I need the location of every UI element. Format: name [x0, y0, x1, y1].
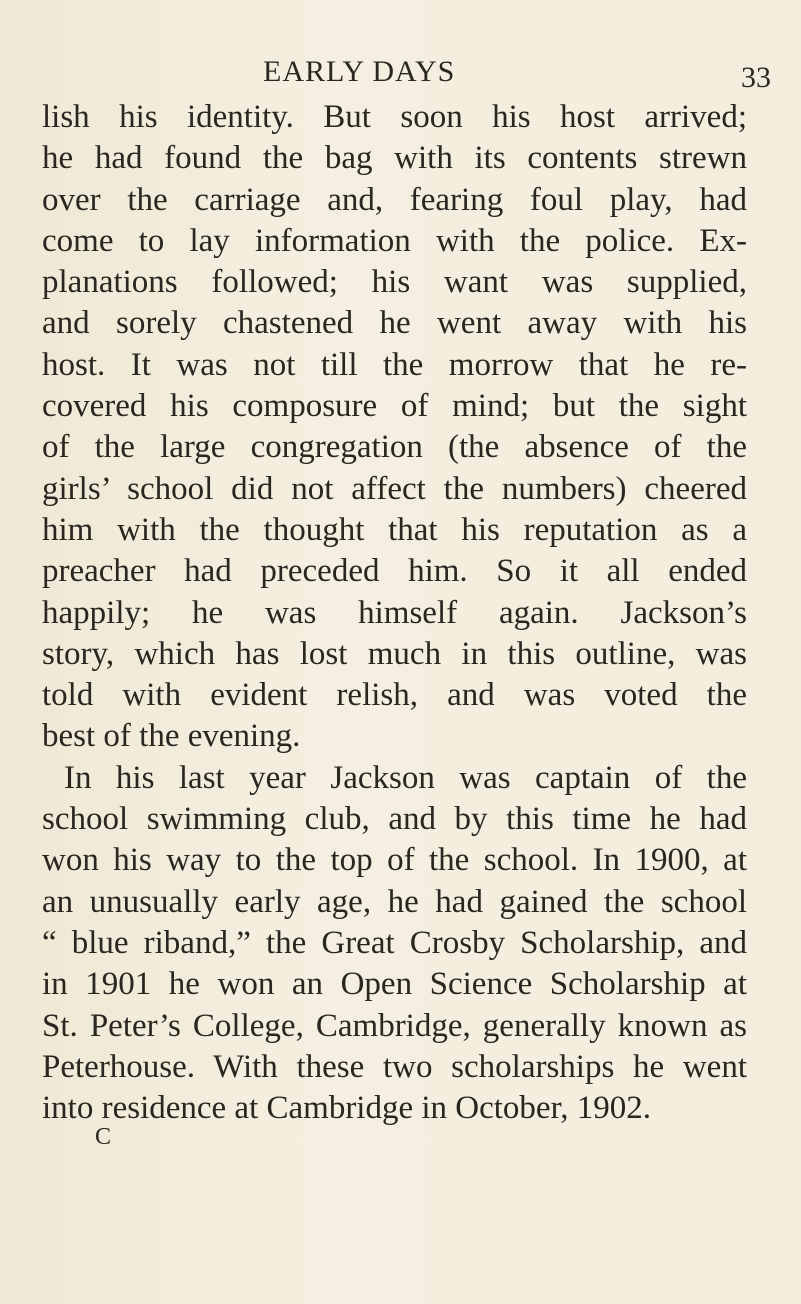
text-line: “ blue riband,” the Great Crosby Scholarship, and — [42, 924, 747, 961]
text-line: him with the thought that his reputation as a — [42, 511, 747, 548]
text-line: come to lay information with the police. Ex- — [42, 222, 747, 259]
text-line: covered his composure of mind; but the sight — [42, 388, 747, 425]
text-line: preacher had preceded him. So it all ended — [42, 553, 747, 590]
text-line: St. Peter’s College, Cambridge, generally known as — [42, 1007, 747, 1044]
running-head — [0, 52, 801, 92]
text-line: school swimming club, and by this time he had — [42, 801, 747, 838]
text-line: an unusually early age, he had gained the school — [42, 883, 747, 920]
text-line: planations followed; his want was supplied, — [42, 264, 747, 301]
page-number: 33 — [741, 61, 771, 94]
text-line: story, which has lost much in this outline, was — [42, 635, 747, 672]
text-line: he had found the bag with its contents strewn — [42, 140, 747, 177]
text-line: lish his identity. But soon his host arrived; — [42, 99, 747, 135]
body-text — [42, 97, 747, 1129]
text-line: host. It was not till the morrow that he re- — [42, 346, 747, 383]
paragraph-start-line: In his last year Jackson was captain of the — [64, 759, 747, 796]
text-line: happily; he was himself again. Jackson’s — [42, 594, 747, 631]
paragraph-end-line: into residence at Cambridge in October, 1902. — [42, 1090, 652, 1127]
text-line: over the carriage and, fearing foul play, had — [42, 181, 747, 218]
running-title: EARLY DAYS — [263, 55, 456, 88]
text-line: and sorely chastened he went away with his — [42, 305, 747, 342]
text-line: in 1901 he won an Open Science Scholarship at — [42, 966, 747, 1003]
text-line: won his way to the top of the school. In 1900, at — [42, 842, 747, 879]
paragraph-end-line: best of the evening. — [42, 718, 301, 755]
signature-mark: C — [95, 1124, 112, 1150]
text-line: Peterhouse. With these two scholarships he went — [42, 1048, 747, 1085]
text-line: girls’ school did not affect the numbers) cheered — [42, 470, 747, 507]
text-line: of the large congregation (the absence of the — [42, 429, 747, 466]
text-line: told with evident relish, and was voted the — [42, 677, 747, 714]
